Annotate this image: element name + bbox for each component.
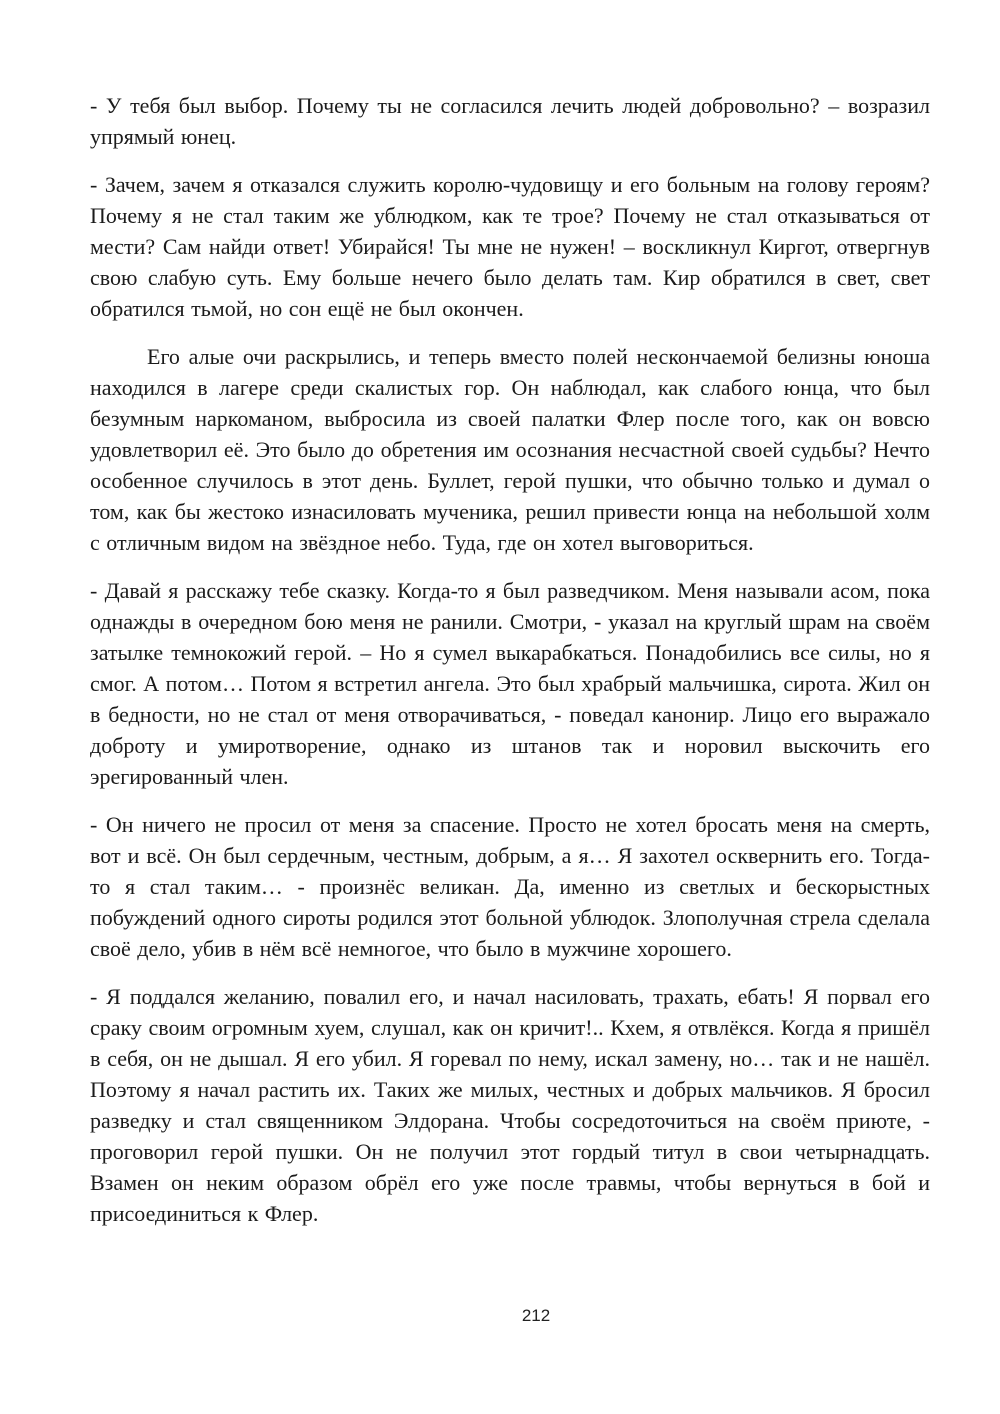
page-body [90,0,930,1246]
paragraph: - Я поддался желанию, повалил его, и начал насиловать, трахать, ебать! Я порвал его сраку своим огромным хуем, слушал, как он кричит!.. Кхем, я отвлёкся. Когда я пришёл в себя, он не дышал. Я его убил. Я горевал по нему, искал замену, но… так и не нашёл. Поэтому я начал растить их. Таких же милых, честных и добрых мальчиков. Я бросил разведку и стал священником Элдорана. Чтобы сосредоточиться на своём приюте, - проговорил герой пушки. Он не получил этот гордый титул в свои четырнадцать. Взамен он неким образом обрёл его уже после травмы, чтобы вернуться в бой и присоединиться к Флер. [90,984,930,1226]
paragraph: - Зачем, зачем я отказался служить королю-чудовищу и его больным на голову героям? Почему я не стал таким же ублюдком, как те трое? Почему не стал отказываться от мести? Сам найди ответ! Убирайся! Ты мне не нужен! – воскликнул Киргот, отвергнув свою слабую суть. Ему больше нечего было делать там. Кир обратился в свет, свет обратился тьмой, но сон ещё не был окончен. [90,172,930,321]
page-number: 212 [521,1306,551,1325]
paragraph: - Давай я расскажу тебе сказку. Когда-то я был разведчиком. Меня называли асом, пока однажды в очередном бою меня не ранили. Смотри, - указал на круглый шрам на своём затылке темнокожий герой. – Но я сумел выкарабкаться. Понадобились все силы, но я смог. А потом… Потом я встретил ангела. Это был храбрый мальчишка, сирота. Жил он в бедности, но не стал от меня отворачиваться, - поведал канонир. Лицо его выражало доброту и умиротворение, однако из штанов так и норовил выскочить его эрегированный член. [90,578,930,789]
paragraph: - Он ничего не просил от меня за спасение. Просто не хотел бросать меня на смерть, вот и всё. Он был сердечным, честным, добрым, а я… Я захотел осквернить его. Тогда-то я стал таким… - произнёс великан. Да, именно из светлых и бескорыстных побуждений одного сироты родился этот больной ублюдок. Злополучная стрела сделала своё дело, убив в нём всё немногое, что было в мужчине хорошего. [90,812,930,961]
paragraph: Его алые очи раскрылись, и теперь вместо полей нескончаемой белизны юноша находился в лагере среди скалистых гор. Он наблюдал, как слабого юнца, что был безумным наркоманом, выбросила из своей палатки Флер после того, как он вовсю удовлетворил её. Это было до обретения им осознания несчастной своей судьбы? Нечто особенное случилось в этот день. Буллет, герой пушки, что обычно только и думал о том, как бы жестоко изнасиловать мученика, решил привести юнца на небольшой холм с отличным видом на звёздное небо. Туда, где он хотел выговориться. [90,344,930,555]
paragraph: - У тебя был выбор. Почему ты не согласился лечить людей добровольно? – возразил упрямый юнец. [90,93,930,149]
